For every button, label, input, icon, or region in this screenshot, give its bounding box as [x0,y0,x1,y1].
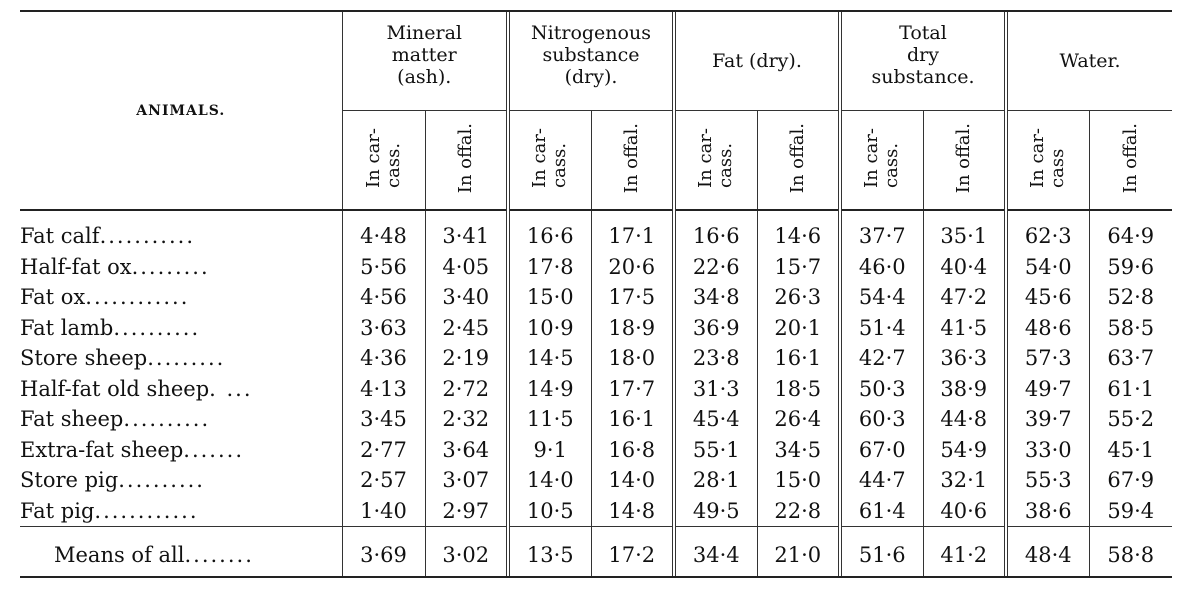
value-cell: 20·1 [757,313,840,344]
animal-name-cell [20,435,342,466]
value-cell: 18·5 [757,374,840,405]
value-cell: 34·4 [674,527,757,578]
animal-name-cell [20,252,342,283]
animals-column-header: ANIMALS. [20,12,342,210]
sub-header-water-offal [1089,111,1172,211]
value-cell: 46·0 [840,252,923,283]
bottom-rule [20,576,1172,578]
value-cell: 9·1 [508,435,591,466]
animal-name-cell [20,496,342,527]
sub-header-fat-carcass [674,111,757,211]
group-label-total-dry: Total dry substance. [871,22,975,88]
leader-dots: ....... [183,437,245,462]
value-cell: 22·8 [757,496,840,527]
value-cell: 35·1 [923,210,1006,252]
value-cell: 48·4 [1006,527,1089,578]
composition-table [20,12,1172,577]
leader-dots: .......... [118,468,205,493]
value-cell: 4·05 [425,252,508,283]
leader-dots: . ... [209,376,253,401]
table-row [20,465,1172,496]
value-cell: 3·69 [342,527,425,578]
value-cell: 14·0 [508,465,591,496]
value-cell: 4·48 [342,210,425,252]
value-cell: 17·7 [591,374,674,405]
sub-label: In car- cass. [529,128,571,188]
value-cell: 18·9 [591,313,674,344]
value-cell: 67·0 [840,435,923,466]
animal-name: Fat ox [20,285,86,310]
value-cell: 13·5 [508,527,591,578]
value-cell: 17·5 [591,282,674,313]
leader-dots: ........... [99,224,195,249]
value-cell: 3·45 [342,404,425,435]
sub-label: In offal. [454,122,476,194]
value-cell: 49·5 [674,496,757,527]
group-label-water: Water. [1059,50,1121,72]
sub-label: In offal. [1119,122,1141,194]
value-cell: 2·45 [425,313,508,344]
value-cell: 44·7 [840,465,923,496]
animal-name: Store pig [20,468,119,493]
sub-header-water-carcass [1006,111,1089,211]
value-cell: 54·9 [923,435,1006,466]
value-cell: 16·6 [674,210,757,252]
animal-name-cell [20,313,342,344]
value-cell: 10·5 [508,496,591,527]
value-cell: 4·36 [342,343,425,374]
value-cell: 63·7 [1089,343,1172,374]
group-header-water [1006,12,1172,111]
value-cell: 2·72 [425,374,508,405]
value-cell: 3·41 [425,210,508,252]
value-cell: 26·4 [757,404,840,435]
animal-name-cell [20,465,342,496]
value-cell: 17·1 [591,210,674,252]
value-cell: 58·8 [1089,527,1172,578]
value-cell: 45·4 [674,404,757,435]
value-cell: 54·0 [1006,252,1089,283]
animal-name-cell [20,527,342,578]
value-cell: 44·8 [923,404,1006,435]
table-row [20,282,1172,313]
value-cell: 49·7 [1006,374,1089,405]
leader-dots: ......... [147,346,226,371]
value-cell: 16·1 [757,343,840,374]
value-cell: 57·3 [1006,343,1089,374]
animal-name: Fat calf [20,224,100,249]
value-cell: 61·1 [1089,374,1172,405]
animal-name-cell [20,404,342,435]
value-cell: 14·5 [508,343,591,374]
sub-header-total-offal [923,111,1006,211]
animal-name-cell [20,210,342,252]
group-header-fat [674,12,840,111]
leader-dots: ......... [131,254,210,279]
value-cell: 21·0 [757,527,840,578]
group-header-mineral [342,12,508,111]
value-cell: 23·8 [674,343,757,374]
animal-name: Fat sheep [20,407,124,432]
value-cell: 5·56 [342,252,425,283]
value-cell: 38·9 [923,374,1006,405]
sub-label: In offal. [786,122,808,194]
value-cell: 3·63 [342,313,425,344]
value-cell: 2·32 [425,404,508,435]
leader-dots: ............ [85,285,190,310]
sub-header-nitrogenous-carcass [508,111,591,211]
value-cell: 18·0 [591,343,674,374]
value-cell: 32·1 [923,465,1006,496]
table-row [20,374,1172,405]
value-cell: 47·2 [923,282,1006,313]
value-cell: 50·3 [840,374,923,405]
value-cell: 42·7 [840,343,923,374]
value-cell: 41·5 [923,313,1006,344]
animal-name-cell [20,343,342,374]
value-cell: 31·3 [674,374,757,405]
value-cell: 17·2 [591,527,674,578]
sub-label: In car- cass. [695,128,737,188]
sub-label: In car- cass. [861,128,903,188]
animal-name: Extra-fat sheep [20,437,184,462]
value-cell: 61·4 [840,496,923,527]
group-header-nitrogenous [508,12,674,111]
table-row [20,404,1172,435]
sub-label: In car- cass [1027,128,1069,188]
value-cell: 2·77 [342,435,425,466]
value-cell: 16·6 [508,210,591,252]
value-cell: 3·40 [425,282,508,313]
value-cell: 36·9 [674,313,757,344]
value-cell: 45·1 [1089,435,1172,466]
animal-name-cell [20,374,342,405]
table-row [20,210,1172,252]
sub-header-nitrogenous-offal [591,111,674,211]
value-cell: 40·4 [923,252,1006,283]
value-cell: 28·1 [674,465,757,496]
value-cell: 38·6 [1006,496,1089,527]
group-header-row [20,12,1172,111]
value-cell: 34·8 [674,282,757,313]
value-cell: 3·07 [425,465,508,496]
value-cell: 1·40 [342,496,425,527]
animal-name: Store sheep [20,346,148,371]
value-cell: 14·6 [757,210,840,252]
value-cell: 16·8 [591,435,674,466]
value-cell: 2·19 [425,343,508,374]
value-cell: 55·3 [1006,465,1089,496]
value-cell: 51·6 [840,527,923,578]
value-cell: 51·4 [840,313,923,344]
value-cell: 40·6 [923,496,1006,527]
value-cell: 37·7 [840,210,923,252]
group-label-mineral: Mineral matter (ash). [386,22,462,88]
value-cell: 39·7 [1006,404,1089,435]
value-cell: 52·8 [1089,282,1172,313]
value-cell: 60·3 [840,404,923,435]
value-cell: 15·7 [757,252,840,283]
value-cell: 41·2 [923,527,1006,578]
animal-name: Means of all [54,543,185,567]
value-cell: 20·6 [591,252,674,283]
value-cell: 15·0 [757,465,840,496]
table-row [20,313,1172,344]
value-cell: 4·13 [342,374,425,405]
value-cell: 26·3 [757,282,840,313]
value-cell: 55·2 [1089,404,1172,435]
value-cell: 17·8 [508,252,591,283]
group-label-fat: Fat (dry). [712,50,802,72]
value-cell: 4·56 [342,282,425,313]
value-cell: 64·9 [1089,210,1172,252]
group-header-total-dry [840,12,1006,111]
value-cell: 2·57 [342,465,425,496]
value-cell: 59·6 [1089,252,1172,283]
value-cell: 67·9 [1089,465,1172,496]
value-cell: 34·5 [757,435,840,466]
value-cell: 16·1 [591,404,674,435]
value-cell: 54·4 [840,282,923,313]
means-row [20,527,1172,578]
group-label-nitrogenous: Nitrogenous substance (dry). [531,22,651,88]
sub-header-mineral-offal [425,111,508,211]
value-cell: 15·0 [508,282,591,313]
animal-name-cell [20,282,342,313]
value-cell: 33·0 [1006,435,1089,466]
value-cell: 55·1 [674,435,757,466]
value-cell: 2·97 [425,496,508,527]
leader-dots: ............ [94,498,199,523]
table-body [20,210,1172,577]
animal-name: Fat pig [20,498,95,523]
value-cell: 58·5 [1089,313,1172,344]
leader-dots: .......... [123,407,211,432]
value-cell: 3·02 [425,527,508,578]
sub-header-total-carcass [840,111,923,211]
value-cell: 10·9 [508,313,591,344]
sub-label: In offal. [620,122,642,194]
sub-header-mineral-carcass [342,111,425,211]
sub-header-fat-offal [757,111,840,211]
leader-dots: ........ [184,543,254,567]
value-cell: 36·3 [923,343,1006,374]
animal-name: Half-fat old sheep [20,376,210,401]
value-cell: 62·3 [1006,210,1089,252]
table-row [20,343,1172,374]
table-row [20,496,1172,527]
value-cell: 14·8 [591,496,674,527]
value-cell: 11·5 [508,404,591,435]
animal-name: Half-fat ox [20,254,132,279]
leader-dots: .......... [113,315,201,340]
animal-name: Fat lamb [20,315,114,340]
table-row [20,252,1172,283]
value-cell: 3·64 [425,435,508,466]
sub-label: In car- cass. [362,128,404,188]
value-cell: 14·0 [591,465,674,496]
table-row [20,435,1172,466]
value-cell: 45·6 [1006,282,1089,313]
value-cell: 48·6 [1006,313,1089,344]
value-cell: 22·6 [674,252,757,283]
value-cell: 59·4 [1089,496,1172,527]
value-cell: 14·9 [508,374,591,405]
sub-label: In offal. [952,122,974,194]
